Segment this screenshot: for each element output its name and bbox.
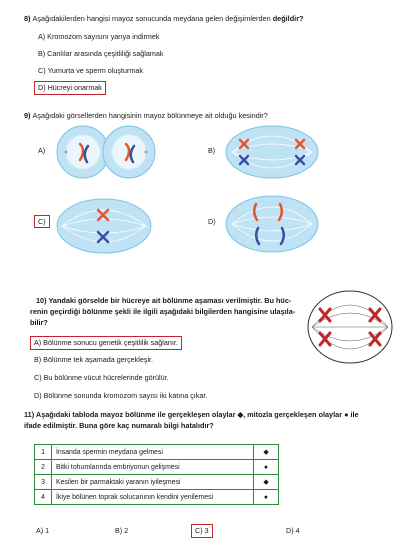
- row-text: Bitki tohumlarında embriyonun gelişmesi: [52, 460, 254, 475]
- q11-stem: [24, 410, 392, 420]
- table-row: [35, 460, 279, 475]
- table-row: [35, 475, 279, 490]
- row-number: 4: [35, 490, 52, 505]
- q9-option-b[interactable]: B): [208, 146, 216, 155]
- circle-icon: ●: [254, 460, 279, 475]
- cell-division-figure: [306, 289, 394, 365]
- q9-option-c-selected[interactable]: C): [34, 215, 50, 228]
- cell-image-c: [56, 198, 156, 254]
- q11-option-a[interactable]: A) 1: [36, 526, 50, 535]
- q11-option-d[interactable]: D) 4: [286, 526, 300, 535]
- q10-text-line2: renin geçirdiği bölünme şekli ile ilgili aşağıdaki bilgilerden hangisine ulaşıla-: [30, 307, 296, 316]
- q8-text: Aşağıdakilerden hangisi mayoz sonucunda meydana gelen değişimlerden: [32, 14, 271, 23]
- q10-option-b[interactable]: B) Bölünme tek aşamada gerçekleşir.: [34, 355, 154, 364]
- q8-stem: [24, 14, 304, 24]
- q8-option-d-selected[interactable]: D) Hücreyi onarmak: [34, 81, 106, 95]
- q10-option-a-selected[interactable]: A) Bölünme sonucu genetik çeşitlilik sağlanır.: [30, 336, 182, 350]
- row-text: İkiye bölünen toprak solucanının kendini yenilemesi: [52, 490, 254, 505]
- q10-number: 10): [36, 296, 47, 305]
- q9-number: 9): [24, 111, 31, 120]
- table-row: [35, 445, 279, 460]
- diamond-icon: ◆: [254, 445, 279, 460]
- q10-option-d[interactable]: D) Bölünme sonunda kromozom sayısı iki katına çıkar.: [34, 391, 208, 400]
- cell-image-d: [224, 194, 320, 254]
- q10-option-c[interactable]: C) Bu bölünme vücut hücrelerinde görülür.: [34, 373, 169, 382]
- row-number: 3: [35, 475, 52, 490]
- cell-image-a: [56, 124, 156, 180]
- row-text: Kesilen bir parmaktaki yaranın iyileşmesi: [52, 475, 254, 490]
- circle-icon: ●: [254, 490, 279, 505]
- q9-stem: [24, 111, 268, 121]
- q11-table: [34, 444, 279, 505]
- cell-image-b: [224, 124, 320, 180]
- q11-text-line2: ifade edilmiştir. Buna göre kaç numaralı bilgi hatalıdır?: [24, 421, 214, 430]
- q9-option-a[interactable]: A): [38, 146, 46, 155]
- row-number: 2: [35, 460, 52, 475]
- q10-text-line1: Yandaki görselde bir hücreye ait bölünme aşaması verilmiştir. Bu hüc-: [48, 296, 292, 305]
- q9-text: Aşağıdaki görsellerden hangisinin mayoz bölünmeye ait olduğu kesindir?: [32, 111, 268, 120]
- q11-number: 11): [24, 410, 35, 419]
- q10-text-line3: bilir?: [30, 318, 48, 327]
- diamond-icon: ◆: [254, 475, 279, 490]
- q8-emphasis: değildir?: [272, 14, 304, 23]
- q11-text-line1: Aşağıdaki tabloda mayoz bölünme ile gerçekleşen olaylar ◆, mitozla gerçekleşen olaylar ● ile: [35, 410, 359, 419]
- q8-option-c[interactable]: C) Yumurta ve sperm oluşturmak: [38, 66, 143, 75]
- q11-option-b[interactable]: B) 2: [115, 526, 129, 535]
- q11-option-c-selected[interactable]: C) 3: [191, 524, 213, 538]
- row-number: 1: [35, 445, 52, 460]
- q10-stem: [36, 296, 298, 306]
- table-row: [35, 490, 279, 505]
- q9-option-d[interactable]: D): [208, 217, 216, 226]
- row-text: İnsanda spermin meydana gelmesi: [52, 445, 254, 460]
- q8-option-b[interactable]: B) Canlılar arasında çeşitliliği sağlamak: [38, 49, 164, 58]
- q8-option-a[interactable]: A) Kromozom sayısını yarıya indirmek: [38, 32, 160, 41]
- q8-number: 8): [24, 14, 31, 23]
